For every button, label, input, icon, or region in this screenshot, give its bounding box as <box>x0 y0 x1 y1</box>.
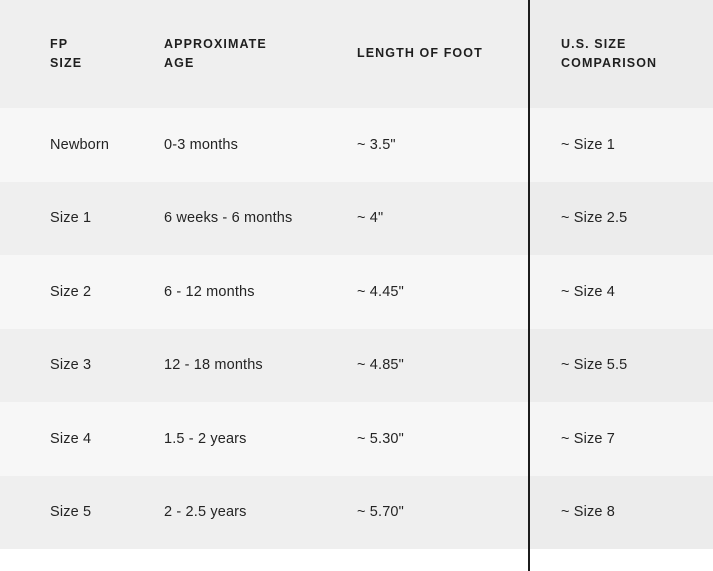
cell-us-size <box>529 476 713 550</box>
table-row <box>0 182 713 256</box>
cell-fp-size-text: Size 5 <box>50 504 92 521</box>
column-header-length-of-foot <box>307 0 529 108</box>
cell-fp-size-text: Size 2 <box>50 283 92 300</box>
cell-length-text: ~ 4.45" <box>357 283 404 300</box>
column-header-us-size-comparison <box>529 0 713 108</box>
table-row <box>0 108 713 182</box>
column-header-us-size-comparison-line1: U.S. SIZE <box>561 36 627 51</box>
cell-fp-size <box>0 329 113 403</box>
table-row <box>0 255 713 329</box>
cell-us-size-text: ~ Size 8 <box>561 504 615 521</box>
cell-fp-size-text: Size 4 <box>50 430 92 447</box>
cell-fp-size-text: Size 1 <box>50 210 92 227</box>
cell-fp-size <box>0 255 113 329</box>
cell-length-text: ~ 5.30" <box>357 430 404 447</box>
table-row <box>0 329 713 403</box>
cell-length-text: ~ 3.5" <box>357 136 396 153</box>
cell-age <box>113 329 307 403</box>
cell-length <box>307 255 529 329</box>
cell-age <box>113 182 307 256</box>
cell-length-text: ~ 4.85" <box>357 357 404 374</box>
cell-length <box>307 402 529 476</box>
column-header-approximate-age <box>113 0 307 108</box>
cell-us-size <box>529 255 713 329</box>
table-body <box>0 108 713 549</box>
cell-us-size-text: ~ Size 2.5 <box>561 210 628 227</box>
cell-us-size-text: ~ Size 7 <box>561 430 615 447</box>
table-row <box>0 476 713 550</box>
cell-us-size <box>529 329 713 403</box>
header-row <box>0 0 713 108</box>
cell-length-text: ~ 4" <box>357 210 384 227</box>
column-header-length-of-foot-label: LENGTH OF FOOT <box>357 46 483 61</box>
cell-age-text: 0-3 months <box>164 136 239 153</box>
cell-length <box>307 108 529 182</box>
cell-us-size-text: ~ Size 1 <box>561 136 615 153</box>
cell-age <box>113 255 307 329</box>
cell-fp-size <box>0 402 113 476</box>
cell-age-text: 2 - 2.5 years <box>164 504 247 521</box>
cell-age-text: 6 weeks - 6 months <box>164 210 293 227</box>
cell-age <box>113 476 307 550</box>
cell-us-size-text: ~ Size 4 <box>561 283 615 300</box>
cell-fp-size-text: Newborn <box>50 136 110 153</box>
cell-fp-size <box>0 108 113 182</box>
table-row <box>0 402 713 476</box>
cell-fp-size <box>0 182 113 256</box>
cell-length-text: ~ 5.70" <box>357 504 404 521</box>
cell-us-size <box>529 402 713 476</box>
column-header-approximate-age-label: APPROXIMATE AGE <box>164 36 267 70</box>
cell-age-text: 12 - 18 months <box>164 357 263 374</box>
cell-length <box>307 476 529 550</box>
cell-fp-size-text: Size 3 <box>50 357 92 374</box>
cell-age-text: 1.5 - 2 years <box>164 430 247 447</box>
column-header-us-size-comparison-line2: COMPARISON <box>561 56 658 70</box>
table-header <box>0 0 713 108</box>
column-header-fp-size <box>0 0 113 108</box>
cell-length <box>307 182 529 256</box>
cell-us-size <box>529 108 713 182</box>
column-header-fp-size-label: FP SIZE <box>50 36 83 70</box>
cell-age <box>113 402 307 476</box>
cell-us-size <box>529 182 713 256</box>
cell-age <box>113 108 307 182</box>
cell-age-text: 6 - 12 months <box>164 283 255 300</box>
cell-length <box>307 329 529 403</box>
cell-fp-size <box>0 476 113 550</box>
cell-us-size-text: ~ Size 5.5 <box>561 357 628 374</box>
